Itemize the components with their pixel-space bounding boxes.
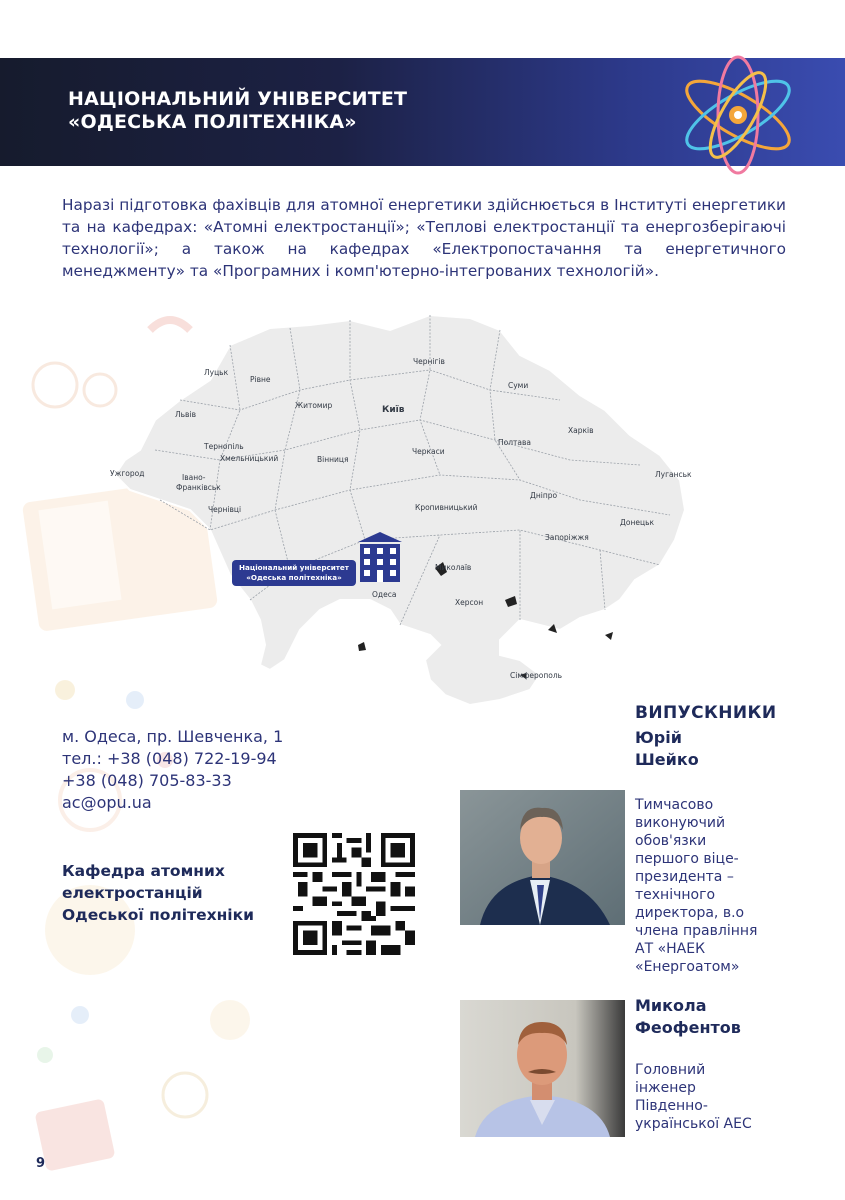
city-zaporizhzhia: Запоріжжя [545, 533, 589, 542]
callout-line-2: «Одеська політехніка» [246, 573, 342, 582]
graduate-2-name [635, 995, 741, 1039]
city-donetsk: Донецьк [620, 518, 655, 527]
graduate-1-name [635, 727, 699, 771]
title-line-1: НАЦІОНАЛЬНИЙ УНІВЕРСИТЕТ [68, 88, 408, 110]
city-uzhhorod: Ужгород [110, 469, 145, 478]
graduate-1-first-name: Юрій [635, 728, 682, 747]
graduate-1-desc-line: президента – [635, 869, 734, 885]
graduate-1-desc-line: виконуючий [635, 815, 726, 831]
city-odesa: Одеса [372, 590, 397, 599]
page-number: 9 [36, 1156, 46, 1171]
city-simferopol: Сімферополь [510, 671, 563, 680]
city-ivano-frankivsk-2: Франківськ [176, 483, 221, 492]
department-line-1: Кафедра атомних [62, 862, 225, 880]
graduate-2-desc-line: Головний [635, 1062, 706, 1078]
city-rivne: Рівне [250, 375, 271, 384]
graduate-1-last-name: Шейко [635, 750, 699, 769]
city-kropyvnytskyi: Кропивницький [415, 503, 478, 512]
graduate-2-desc-line: Південно- [635, 1098, 708, 1114]
city-chernihiv: Чернігів [413, 357, 445, 366]
city-kherson: Херсон [455, 598, 484, 607]
city-khmelnytskyi: Хмельницький [220, 454, 279, 463]
graduate-1-desc-line: «Енергоатом» [635, 959, 740, 975]
city-mykolaiv: Миколаїв [435, 563, 472, 572]
graduate-2-first-name: Микола [635, 996, 707, 1015]
graduate-1-desc-line: першого віце- [635, 851, 739, 867]
phone-2: +38 (048) 705-83-33 [62, 771, 232, 790]
graduate-2-last-name: Феофентов [635, 1018, 741, 1037]
callout-line-1: Національний університет [239, 563, 349, 572]
department-line-2: електростанцій [62, 884, 203, 902]
city-ivano-frankivsk-1: Івано- [182, 473, 206, 482]
department-line-3: Одеської політехніки [62, 906, 254, 924]
intro-text: Наразі підготовка фахівців для атомної енергетики здійснюється в Інституті енергетики та на кафедрах: «Атомні електростанції»; «Теплові електростанції та енергозберігаючі технології»; а також на кафедрах «Електропостачання та енергетичного менеджменту» та «Програмних і комп'ютерно-інтегрованих технологій». [62, 196, 786, 280]
intro-paragraph [62, 194, 786, 282]
city-kharkiv: Харків [568, 426, 594, 435]
page-title [68, 88, 407, 134]
graduate-1-photo [460, 790, 625, 925]
graduate-1-desc-line: Тимчасово [635, 797, 714, 813]
phone-1: тел.: +38 (048) 722-19-94 [62, 749, 277, 768]
department-name [62, 860, 254, 926]
city-zhytomyr: Житомир [295, 401, 333, 410]
graduate-1-desc-line: технічного [635, 887, 716, 903]
graduate-2-desc-line: інженер [635, 1080, 696, 1096]
city-luhansk: Луганськ [655, 470, 692, 479]
address: м. Одеса, пр. Шевченка, 1 [62, 727, 284, 746]
title-line-2: «ОДЕСЬКА ПОЛІТЕХНІКА» [68, 111, 357, 133]
graduate-2-photo [460, 1000, 625, 1137]
city-kyiv: Київ [382, 405, 405, 415]
graduates-heading: ВИПУСКНИКИ [635, 703, 777, 723]
city-poltava: Полтава [498, 438, 532, 447]
contact-block [62, 726, 283, 814]
graduate-1-desc-line: обов'язки [635, 833, 707, 849]
ukraine-map [100, 300, 700, 710]
university-building-icon [358, 532, 402, 582]
university-map-callout [232, 560, 356, 586]
email-link[interactable]: ac@opu.ua [62, 793, 152, 812]
city-chernivtsi: Чернівці [208, 505, 242, 514]
graduate-1-desc-line: директора, в.о [635, 905, 745, 921]
city-lutsk: Луцьк [204, 368, 229, 377]
city-ternopil: Тернопіль [204, 442, 244, 451]
graduate-2-desc-line: української АЕС [635, 1116, 752, 1132]
city-vinnytsia: Вінниця [317, 455, 349, 464]
city-cherkasy: Черкаси [412, 447, 445, 456]
graduate-1-desc-line: АТ «НАЕК [635, 941, 706, 957]
atom-icon [668, 50, 808, 180]
city-lviv: Львів [175, 410, 196, 419]
graduate-2-description [635, 1061, 752, 1133]
city-dnipro: Дніпро [530, 491, 558, 500]
graduate-1-desc-line: члена правління [635, 923, 758, 939]
city-sumy: Суми [508, 381, 529, 390]
graduate-1-description [635, 796, 757, 976]
qr-code[interactable] [293, 833, 415, 955]
